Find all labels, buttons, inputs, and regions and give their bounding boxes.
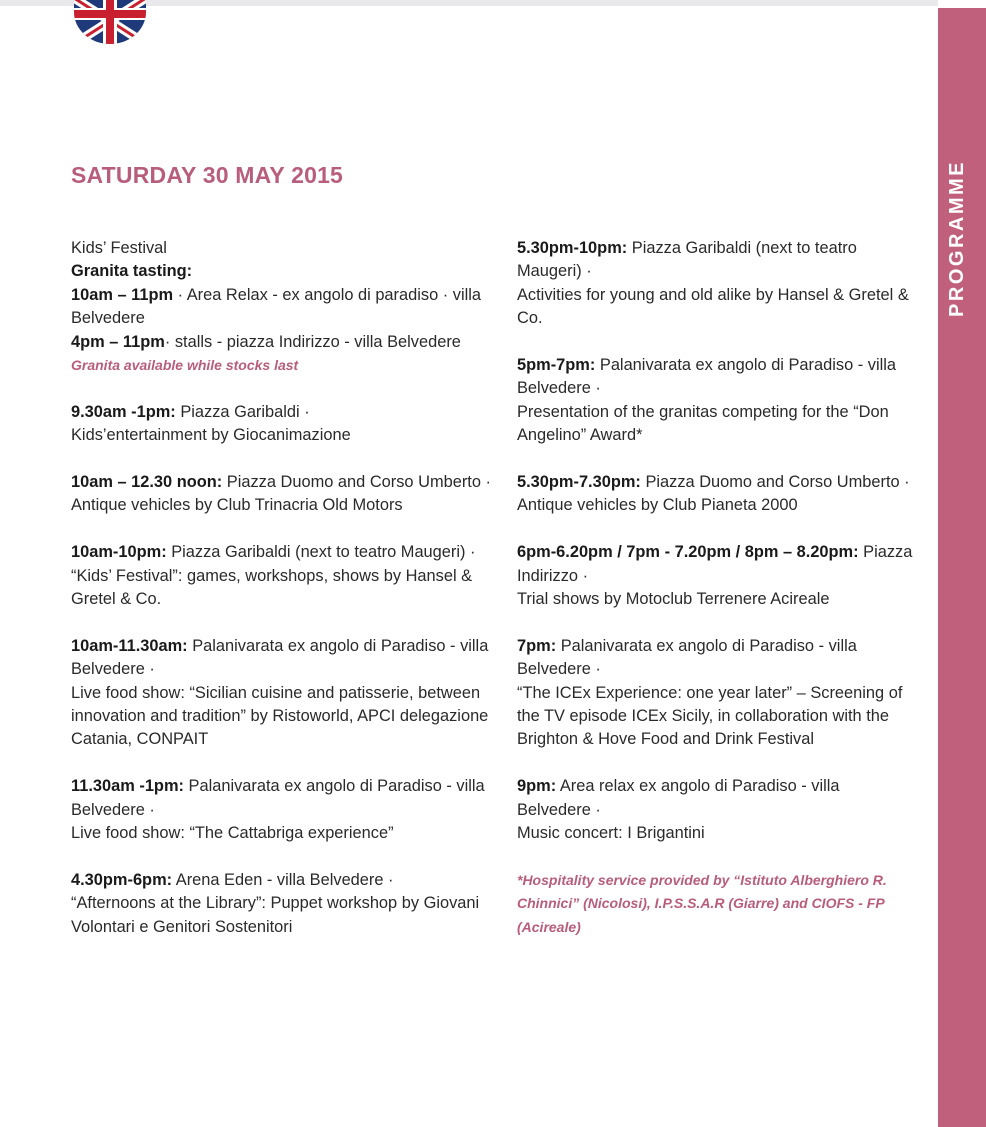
event-item bbox=[517, 237, 917, 331]
event-item bbox=[71, 869, 501, 939]
event-description: Live food show: “The Cattabriga experience” bbox=[71, 824, 394, 843]
event-item bbox=[71, 471, 501, 518]
event-time: 10am-10pm: bbox=[71, 543, 167, 562]
event-time: 4.30pm-6pm: bbox=[71, 870, 173, 889]
event-description: Music concert: I Brigantini bbox=[517, 824, 705, 843]
granita-note: Granita available while stocks last bbox=[71, 357, 299, 374]
event-place: Piazza Indirizzo · bbox=[517, 543, 913, 585]
event-description: Kids’entertainment by Giocanimazione bbox=[71, 426, 351, 445]
event-place: · Area Relax - ex angolo di paradiso · villa Belvedere bbox=[71, 285, 481, 328]
event-description: Activities for young and old alike by Hansel & Gretel & Co. bbox=[517, 285, 909, 328]
event-description: Antique vehicles by Club Trinacria Old Motors bbox=[71, 496, 403, 515]
event-item bbox=[71, 775, 501, 845]
event-place: Palanivarata ex angolo di Paradiso - villa Belvedere · bbox=[71, 636, 489, 679]
event-time: 10am – 12.30 noon: bbox=[71, 473, 223, 492]
event-description: “Afternoons at the Library”: Puppet workshop by Giovani Volontari e Genitori Sostenitori bbox=[71, 894, 480, 936]
event-description: Trial shows by Motoclub Terrenere Acireale bbox=[517, 590, 830, 609]
event-description: Antique vehicles by Club Pianeta 2000 bbox=[517, 496, 798, 515]
left-column bbox=[71, 237, 501, 962]
event-place: Palanivarata ex angolo di Paradiso - villa Belvedere · bbox=[517, 636, 857, 679]
event-time: 9.30am -1pm: bbox=[71, 402, 176, 421]
event-item bbox=[71, 541, 501, 611]
event-time: 10am – 11pm bbox=[71, 285, 174, 304]
event-place: · stalls - piazza Indirizzo - villa Belvedere bbox=[164, 332, 461, 351]
event-place: Piazza Duomo and Corso Umberto · bbox=[222, 473, 491, 492]
event-time: 5pm-7pm: bbox=[517, 356, 596, 375]
event-description: “Kids’ Festival”: games, workshops, shows by Hansel & Gretel & Co. bbox=[71, 566, 473, 609]
event-place: Palanivarata ex angolo di Paradiso - villa Belvedere · bbox=[517, 356, 896, 398]
sidebar-label: PROGRAMME bbox=[946, 160, 968, 317]
event-description: Live food show: “Sicilian cuisine and patisserie, between innovation and tradition” by Ristoworld, APCI delegazione Catania, CONPAIT bbox=[71, 683, 489, 749]
event-item bbox=[517, 775, 917, 845]
union-jack-flag-icon bbox=[74, 0, 146, 44]
page-title: SATURDAY 30 MAY 2015 bbox=[71, 162, 344, 188]
event-item bbox=[517, 635, 917, 752]
right-column bbox=[517, 237, 917, 953]
event-item bbox=[517, 471, 917, 518]
event-item bbox=[71, 401, 501, 448]
intro-line: Kids’ Festival bbox=[71, 239, 167, 257]
event-time: 5.30pm-10pm: bbox=[517, 239, 628, 257]
event-time: 10am-11.30am: bbox=[71, 636, 188, 655]
event-item bbox=[71, 635, 501, 752]
event-time: 11.30am -1pm: bbox=[71, 777, 184, 796]
event-place: Area relax ex angolo di Paradiso - villa Belvedere · bbox=[517, 777, 840, 819]
event-place: Arena Eden - villa Belvedere · bbox=[172, 870, 394, 889]
event-time: 4pm – 11pm bbox=[71, 332, 165, 351]
event-time: 7pm: bbox=[517, 636, 557, 655]
event-place: Piazza Garibaldi · bbox=[175, 402, 310, 421]
hospitality-note: *Hospitality service provided by “Istituto Alberghiero R. Chinnici” (Nicolosi), I.P.S.S.A.R (Giarre) and CIOFS - FP (Acireale) bbox=[517, 871, 887, 935]
event-item bbox=[517, 541, 917, 611]
event-time: 6pm-6.20pm / 7pm - 7.20pm / 8pm – 8.20pm: bbox=[517, 543, 859, 562]
granita-heading: Granita tasting: bbox=[71, 262, 193, 281]
event-time: 9pm: bbox=[517, 777, 557, 796]
event-item bbox=[517, 354, 917, 448]
intro-block bbox=[71, 237, 501, 377]
event-time: 5.30pm-7.30pm: bbox=[517, 473, 641, 492]
event-place: Piazza Garibaldi (next to teatro Maugeri) · bbox=[517, 239, 857, 281]
event-description: Presentation of the granitas competing for the “Don Angelino” Award* bbox=[517, 402, 889, 445]
event-place: Piazza Duomo and Corso Umberto · bbox=[640, 473, 910, 492]
event-place: Palanivarata ex angolo di Paradiso - villa Belvedere · bbox=[71, 777, 485, 819]
event-description: “The ICEx Experience: one year later” – Screening of the TV episode ICEx Sicily, in collaboration with the Brighton & Hove Food and Drink Festival bbox=[517, 683, 903, 749]
event-place: Piazza Garibaldi (next to teatro Maugeri) · bbox=[166, 543, 476, 562]
